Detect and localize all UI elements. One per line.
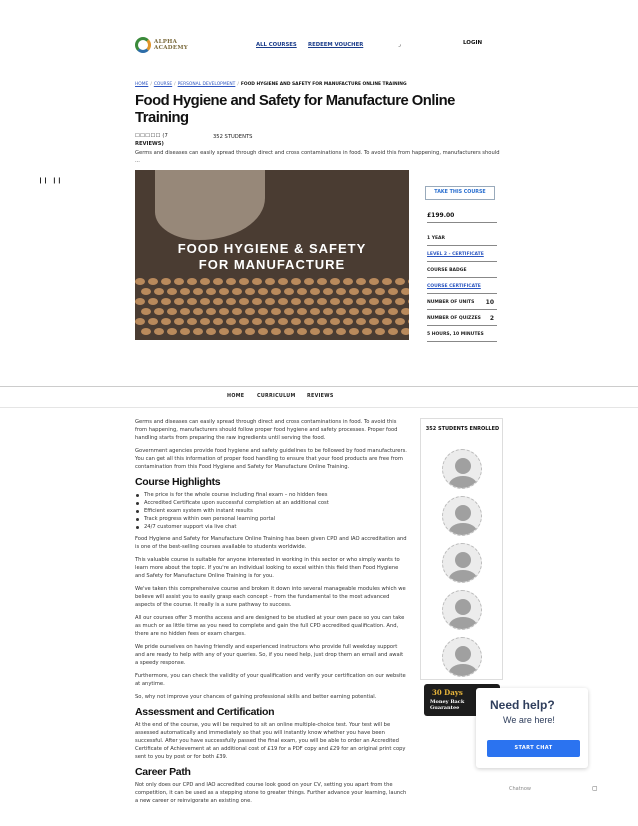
hero-chocolate-shape: [161, 298, 171, 305]
hero-chocolate-shape: [323, 328, 333, 335]
hero-chocolate-shape: [317, 278, 327, 285]
card-divider: [427, 245, 497, 246]
card-row: [427, 300, 497, 305]
hero-chocolate-shape: [232, 328, 242, 335]
hero-chocolate-shape: [330, 278, 340, 285]
hero-chocolate-shape: [278, 298, 288, 305]
hero-chocolate-shape: [219, 328, 229, 335]
hero-chocolate-shape: [258, 288, 268, 295]
hero-chocolate-shape: [200, 318, 210, 325]
card-row-value: 10: [485, 299, 494, 306]
badge-guarantee: Guarantee: [430, 705, 460, 711]
rating-stars-icon: ☐☐☐☐☐: [135, 133, 161, 139]
hero-chocolate-shape: [343, 318, 353, 325]
hero-chocolate-shape: [135, 318, 145, 325]
hero-chocolate-shape: [291, 298, 301, 305]
description-paragraph: We've taken this comprehensive course and broken it down into several manageable modules which we believe will assist you to easily grasp each concept – from the fundamental to the most advanced aspects of the course. It really is a sure pathway to success.: [135, 586, 406, 608]
hero-chocolate-shape: [174, 298, 184, 305]
hero-chocolate-shape: [271, 308, 281, 315]
hero-chocolate-shape: [239, 278, 249, 285]
breadcrumb: HOME / COURSE / PERSONAL DEVELOPMENT / FOOD HYGIENE AND SAFETY FOR MANUFACTURE ONLINE TRAINING: [135, 82, 407, 87]
hero-chocolate-shape: [174, 278, 184, 285]
hero-chocolate-shape: [226, 298, 236, 305]
hero-chocolate-shape: [382, 318, 392, 325]
hero-chocolate-shape: [349, 308, 359, 315]
breadcrumb-category[interactable]: PERSONAL DEVELOPMENT: [177, 82, 236, 87]
site-header: [0, 0, 638, 70]
hero-chocolate-shape: [271, 288, 281, 295]
hero-chocolate-shape: [310, 308, 320, 315]
help-title: Need help?: [490, 698, 555, 712]
card-divider: [427, 261, 497, 262]
hero-chocolate-shape: [297, 288, 307, 295]
students-enrolled-panel: [420, 418, 503, 680]
card-divider: [427, 341, 497, 342]
badge-money-back: Money Back: [430, 699, 465, 705]
hero-caption-1: FOOD HYGIENE & SAFETY: [177, 241, 367, 256]
share-icons[interactable]: ❙❙ ❙❙: [38, 177, 62, 184]
hero-chocolate-shape: [336, 328, 346, 335]
description-paragraph: This valuable course is suitable for anyone interested in working in this sector or who simply wants to learn more about the topic. If you're an individual looking to excel within this field then Food Hygiene and Safety for Manufacture Online Training is for you.: [135, 557, 400, 579]
student-avatar[interactable]: [442, 449, 482, 489]
logo-text-1: ALPHA: [154, 39, 178, 45]
hero-chocolate-shape: [388, 308, 398, 315]
hero-chocolate-shape: [193, 288, 203, 295]
hero-chocolate-shape: [154, 308, 164, 315]
description-paragraph: We pride ourselves on having friendly and experienced instructors who provide full weekday support and are ready to help with any of your queries. So, if you need help, just drop them an email and await a speedy response.: [135, 644, 404, 666]
need-help-widget: [476, 688, 588, 768]
hero-chocolate-shape: [330, 298, 340, 305]
hero-chocolate-shape: [265, 318, 275, 325]
hero-chocolate-shape: [239, 318, 249, 325]
course-hero-image: [135, 170, 409, 340]
hero-chocolate-shape: [336, 288, 346, 295]
hero-chocolate-shape: [141, 308, 151, 315]
heading-career-path: Career Path: [135, 766, 191, 778]
hero-chocolate-shape: [388, 328, 398, 335]
highlight-item: Accredited Certificate upon successful completion at an additional cost: [135, 499, 407, 507]
hero-chocolate-shape: [382, 278, 392, 285]
tab-curriculum[interactable]: CURRICULUM: [257, 394, 296, 399]
nav-redeem-voucher[interactable]: REDEEM VOUCHER: [308, 42, 364, 48]
hero-chocolate-shape: [167, 328, 177, 335]
course-tabs: [0, 386, 638, 408]
hero-chocolate-shape: [362, 308, 372, 315]
hero-chocolate-shape: [343, 278, 353, 285]
hero-chocolate-shape: [356, 318, 366, 325]
hero-chocolate-shape: [180, 288, 190, 295]
hero-chocolate-shape: [408, 298, 409, 305]
hero-chocolate-shape: [401, 308, 409, 315]
card-row-value: 2: [489, 315, 494, 322]
hero-chocolate-shape: [226, 278, 236, 285]
highlight-item: The price is for the whole course including final exam – no hidden fees: [135, 491, 407, 499]
students-enrolled-title: 352 STUDENTS ENROLLED: [425, 426, 500, 432]
hero-chocolate-shape: [395, 298, 405, 305]
card-divider: [427, 309, 497, 310]
hero-chocolate-shape: [187, 298, 197, 305]
heading-course-highlights: Course Highlights: [135, 476, 221, 488]
rating-reviews-label: REVIEWS): [135, 141, 164, 147]
nav-login[interactable]: LOGIN: [463, 40, 483, 46]
course-description: [135, 418, 407, 810]
course-intro: Germs and diseases can easily spread through direct and cross contaminations in food. To avoid this from happening, manufacturers should ...: [135, 150, 500, 164]
hero-chocolate-shape: [388, 288, 398, 295]
page-title: Food Hygiene and Safety for Manufacture Online Training: [135, 93, 455, 126]
hero-chocolate-shape: [187, 318, 197, 325]
purchase-card: [420, 170, 503, 340]
logo-icon: [135, 37, 151, 53]
card-row-label: COURSE BADGE: [427, 268, 467, 273]
description-paragraph: Food Hygiene and Safety for Manufacture Online Training has been given CPD and IAO accreditation and is one of the best-selling courses available to students worldwide.: [135, 536, 407, 550]
start-chat-button[interactable]: START CHAT: [487, 740, 580, 757]
hero-chocolate-shape: [135, 278, 145, 285]
hero-chocolate-shape: [135, 298, 145, 305]
card-row: [427, 332, 497, 337]
description-paragraph: Government agencies provide food hygiene and safety guidelines to be followed by food manufacturers. You can get all this information of proper food handling to ensure that your food products are free from contamination from this Food Hygiene and Safety for Manufacture Online Training.: [135, 448, 407, 470]
hero-chocolate-shape: [206, 288, 216, 295]
tab-reviews[interactable]: REVIEWS: [307, 394, 334, 399]
hero-chocolate-shape: [265, 298, 275, 305]
hero-chocolate-shape: [252, 298, 262, 305]
hero-chocolate-shape: [408, 318, 409, 325]
card-row-label: 5 HOURS, 10 MINUTES: [427, 332, 484, 337]
highlights-list: [135, 491, 407, 531]
hero-chocolate-shape: [226, 318, 236, 325]
hero-chocolate-shape: [369, 278, 379, 285]
student-avatar[interactable]: [442, 637, 482, 677]
hero-chocolate-shape: [323, 308, 333, 315]
student-avatar[interactable]: [442, 543, 482, 583]
student-avatar[interactable]: [442, 496, 482, 536]
hero-hand-shape: [155, 170, 265, 240]
description-paragraph: At the end of the course, you will be required to sit an online multiple-choice test. Your test will be assessed automatically and immediately so that you will instantly know whether you have been successful. After you have successfully passed the final exam, you will be able to order an Accredited Certificate of Achievement at an additional cost of £19 for a PDF copy and £29 for an original print copy sent to you by post or for both £39.: [135, 722, 406, 760]
nav-all-courses[interactable]: ALL COURSES: [256, 42, 297, 48]
hero-chocolate-shape: [317, 318, 327, 325]
highlight-item: Track progress within own personal learning portal: [135, 515, 407, 523]
hero-chocolate-shape: [167, 308, 177, 315]
hero-chocolate-shape: [304, 278, 314, 285]
hero-chocolate-shape: [297, 308, 307, 315]
card-row: [427, 236, 497, 241]
card-row-label: COURSE CERTIFICATE: [427, 284, 481, 289]
hero-chocolate-shape: [180, 308, 190, 315]
hero-chocolate-shape: [219, 288, 229, 295]
rating-count: (7: [162, 133, 168, 139]
card-row-label: NUMBER OF QUIZZES: [427, 316, 481, 321]
card-row[interactable]: [427, 284, 497, 289]
heading-assessment: Assessment and Certification: [135, 706, 275, 718]
hero-chocolate-shape: [232, 288, 242, 295]
hero-chocolate-shape: [395, 318, 405, 325]
highlight-item: Efficient exam system with instant results: [135, 507, 407, 515]
description-paragraph: Furthermore, you can check the validity of your qualification and verify your certification on our website at anytime.: [135, 673, 406, 687]
hero-chocolate-shape: [291, 278, 301, 285]
card-row: [427, 316, 497, 321]
hero-chocolate-shape: [291, 318, 301, 325]
hero-chocolate-shape: [362, 288, 372, 295]
hero-chocolate-shape: [362, 328, 372, 335]
hero-chocolate-shape: [141, 288, 151, 295]
hero-chocolate-shape: [200, 278, 210, 285]
hero-chocolate-shape: [161, 278, 171, 285]
chat-minimize-icon[interactable]: ▢: [592, 785, 598, 792]
card-row[interactable]: [427, 252, 497, 257]
hero-chocolate-shape: [167, 288, 177, 295]
hero-chocolate-shape: [408, 278, 409, 285]
hero-chocolate-shape: [382, 298, 392, 305]
description-paragraph: All our courses offer 3 months access and are designed to be studied at your own pace so you can take as much or as little time as you need to complete and gain the full CPD accredited qualification. And, there are no hidden fees or exam charges.: [135, 615, 405, 637]
hero-chocolate-shape: [252, 278, 262, 285]
hero-chocolate-shape: [148, 298, 158, 305]
description-paragraph: Not only does our CPD and IAO accredited course look good on your CV, setting you apart from the competition, it can be used as a stepping stone to greater things. Further advance your learning, launch a new career or reinvigorate an existing one.: [135, 782, 407, 804]
hero-chocolate-shape: [187, 278, 197, 285]
hero-chocolate-shape: [284, 308, 294, 315]
hero-chocolate-shape: [284, 288, 294, 295]
rating-row[interactable]: [135, 133, 168, 139]
hero-chocolate-shape: [278, 278, 288, 285]
hero-chocolate-shape: [356, 298, 366, 305]
hero-chocolate-shape: [154, 328, 164, 335]
hero-chocolate-shape: [343, 298, 353, 305]
hero-chocolate-shape: [375, 308, 385, 315]
logo-text-2: ACADEMY: [154, 45, 188, 51]
hero-chocolate-shape: [193, 328, 203, 335]
hero-chocolate-shape: [232, 308, 242, 315]
course-price: £199.00: [427, 212, 455, 219]
hero-chocolate-shape: [401, 328, 409, 335]
hero-chocolate-shape: [206, 328, 216, 335]
hero-chocolate-shape: [161, 318, 171, 325]
hero-chocolate-shape: [258, 328, 268, 335]
hero-chocolate-shape: [369, 318, 379, 325]
hero-chocolate-shape: [317, 298, 327, 305]
hero-chocolate-shape: [245, 328, 255, 335]
breadcrumb-home[interactable]: HOME: [135, 82, 149, 87]
card-row: [427, 268, 497, 273]
hero-chocolate-shape: [180, 328, 190, 335]
card-divider: [427, 293, 497, 294]
hero-chocolate-shape: [278, 318, 288, 325]
badge-days: 30 Days: [432, 688, 463, 697]
alpha-academy-logo[interactable]: [135, 36, 195, 54]
hero-chocolate-shape: [245, 308, 255, 315]
hero-chocolate-shape: [297, 328, 307, 335]
hero-chocolate-shape: [304, 318, 314, 325]
hero-chocolate-shape: [271, 328, 281, 335]
hero-chocolate-shape: [375, 288, 385, 295]
hero-chocolate-shape: [141, 328, 151, 335]
hero-chocolate-shape: [304, 298, 314, 305]
card-divider: [427, 325, 497, 326]
description-paragraph: So, why not improve your chances of gaining professional skills and better earning potential.: [135, 694, 377, 700]
card-row-label: LEVEL 2 - CERTIFICATE: [427, 252, 484, 257]
hero-chocolate-shape: [213, 318, 223, 325]
students-count: 352 STUDENTS: [213, 134, 253, 140]
hero-chocolate-shape: [154, 288, 164, 295]
chatnow-label[interactable]: Chatnow: [509, 786, 532, 792]
hero-chocolate-shape: [401, 288, 409, 295]
card-divider: [427, 277, 497, 278]
hero-chocolate-shape: [356, 278, 366, 285]
card-row-label: 1 YEAR: [427, 236, 445, 241]
hero-chocolate-shape: [213, 298, 223, 305]
tab-home[interactable]: HOME: [227, 394, 245, 399]
hero-chocolate-shape: [200, 298, 210, 305]
hero-chocolate-shape: [265, 278, 275, 285]
hero-chocolate-shape: [148, 278, 158, 285]
hero-chocolate-shape: [258, 308, 268, 315]
card-divider: [427, 222, 497, 223]
description-paragraph: Germs and diseases can easily spread through direct and cross contaminations in food. To avoid this from happening, manufacturers should follow proper food hygiene and safety processes. Proper food handling starts from preparing the raw ingredients until serving the food.: [135, 419, 398, 441]
hero-chocolate-shape: [174, 318, 184, 325]
hero-chocolate-shape: [284, 328, 294, 335]
hero-chocolate-shape: [310, 288, 320, 295]
cart-icon[interactable]: ⌟: [398, 41, 401, 48]
hero-chocolate-shape: [148, 318, 158, 325]
hero-chocolate-shape: [310, 328, 320, 335]
hero-chocolate-shape: [323, 288, 333, 295]
hero-chocolate-shape: [395, 278, 405, 285]
hero-chocolate-shape: [349, 328, 359, 335]
hero-chocolate-shape: [252, 318, 262, 325]
breadcrumb-course[interactable]: COURSE: [153, 82, 173, 87]
take-course-button[interactable]: TAKE THIS COURSE: [425, 186, 495, 200]
hero-chocolate-shape: [245, 288, 255, 295]
hero-chocolate-shape: [349, 288, 359, 295]
hero-chocolate-shape: [330, 318, 340, 325]
student-avatar[interactable]: [442, 590, 482, 630]
hero-caption-2: FOR MANUFACTURE: [198, 257, 346, 272]
card-row-label: NUMBER OF UNITS: [427, 300, 475, 305]
hero-chocolates: [135, 270, 409, 340]
highlight-item: 24/7 customer support via live chat: [135, 523, 407, 531]
hero-chocolate-shape: [239, 298, 249, 305]
breadcrumb-current: FOOD HYGIENE AND SAFETY FOR MANUFACTURE ONLINE TRAINING: [240, 82, 407, 87]
hero-chocolate-shape: [375, 328, 385, 335]
hero-chocolate-shape: [193, 308, 203, 315]
hero-chocolate-shape: [369, 298, 379, 305]
hero-chocolate-shape: [206, 308, 216, 315]
hero-chocolate-shape: [219, 308, 229, 315]
hero-chocolate-shape: [213, 278, 223, 285]
help-subtitle: We are here!: [503, 715, 555, 725]
hero-chocolate-shape: [336, 308, 346, 315]
